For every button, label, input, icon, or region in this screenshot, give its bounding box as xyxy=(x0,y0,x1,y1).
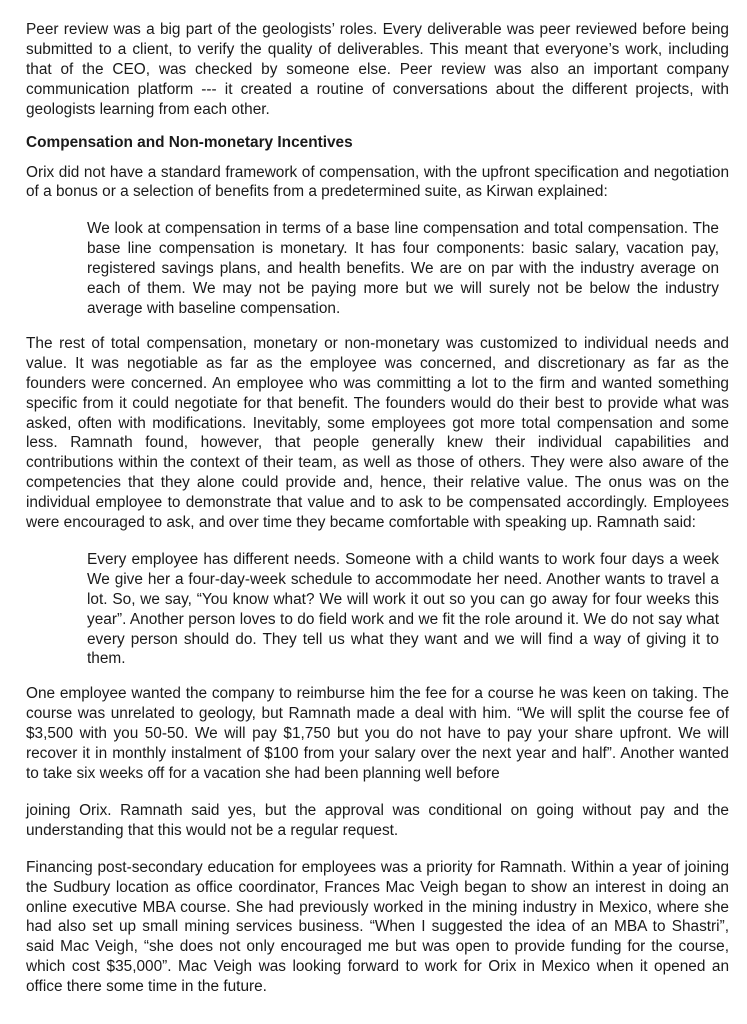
paragraph-financing-education: Financing post-secondary education for employees was a priority for Ramnath. Within a year of joining the Sudbury location as office coordinator, Frances Mac Veigh began to show an interest in doing an online executive MBA course. She had previously worked in the mining industry in Mexico, where she had also set up small mining services business. “When I suggested the idea of an MBA to Shastri”, said Mac Veigh, “she does not only encouraged me but was open to provide funding for the course, which cost $35,000”. Mac Veigh was looking forward to work for Orix in Mexico when it opened an office there some time in the future. xyxy=(26,858,729,996)
paragraph-peer-review: Peer review was a big part of the geologists’ roles. Every deliverable was peer reviewed before being submitted to a client, to verify the quality of deliverables. This meant that everyone’s work, including that of the CEO, was checked by someone else. Peer review was also an important company communication platform --- it created a routine of conversations about the different projects, with geologists learning from each other. xyxy=(26,21,729,118)
paragraph-orix-intro: Orix did not have a standard framework of compensation, with the upfront specification and negotiation of a bonus or a selection of benefits from a predetermined suite, as Kirwan explained: xyxy=(26,163,729,201)
paragraph-joining-orix: joining Orix. Ramnath said yes, but the approval was conditional on going without pay and the understanding that this would not be a regular request. xyxy=(26,801,729,839)
paragraph-course-fee: One employee wanted the company to reimburse him the fee for a course he was keen on taking. The course was unrelated to geology, but Ramnath made a deal with him. “We will split the course fee of $3,500 with you 50-50. We will pay $1,750 but you do not have to pay your share upfront. We will recover it in monthly instalment of $100 from your salary over the next year and half”. Another wanted to take six weeks off for a vacation she had been planning well before xyxy=(26,685,729,782)
section-heading: Compensation and Non-monetary Incentives xyxy=(26,133,353,151)
block-quote-ramnath: Every employee has different needs. Someone with a child wants to work four days a week We give her a four-day-week schedule to accommodate her need. Another wants to travel a lot. So, we say, “You know what? We will work it out so you can go away for four weeks this year”. Another person loves to do field work and we fit the role around it. We do not say what every person should do. They tell us what they want and we will find a way of giving it to them. xyxy=(87,550,719,668)
paragraph-total-compensation: The rest of total compensation, monetary or non-monetary was customized to individual needs and value. It was negotiable as far as the employee was concerned, and discretionary as far as the founders were concerned. An employee who was committing a lot to the firm and wanted something specific from it could negotiate for that benefit. The founders would do their best to provide what was asked, often with modifications. Inevitably, some employees got more total compensation and some less. Ramnath found, however, that people generally knew their individual capabilities and contributions within the context of their team, as well as those of others. They were also aware of the competencies that they alone could provide and, hence, their relative value. The onus was on the individual employee to demonstrate that value and to ask to be compensated accordingly. Employees were encouraged to ask, and over time they became comfortable with speaking up. Ramnath said: xyxy=(26,334,729,532)
block-quote-kirwan: We look at compensation in terms of a base line compensation and total compensation. The base line compensation is monetary. It has four components: basic salary, vacation pay, registered savings plans, and health benefits. We are on par with the industry average on each of them. We may not be paying more but we will surely not be below the industry average with baseline compensation. xyxy=(87,220,719,317)
